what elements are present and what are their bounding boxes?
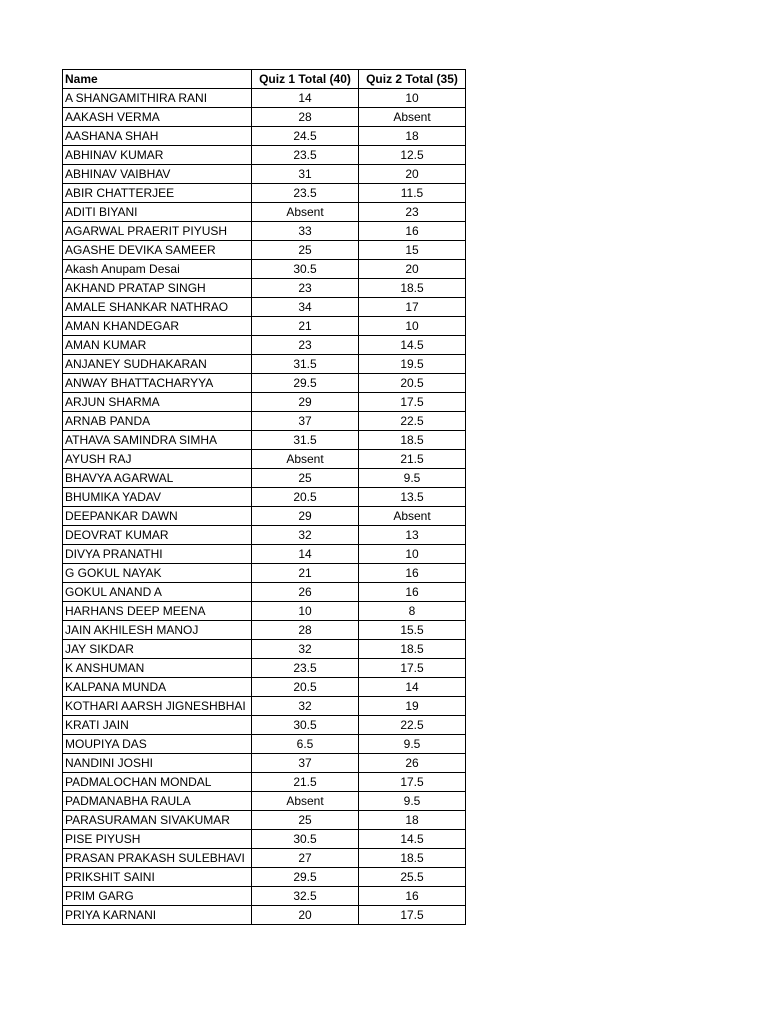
student-name-cell: GOKUL ANAND A xyxy=(63,583,252,602)
quiz1-score-cell: 30.5 xyxy=(252,260,359,279)
quiz1-score-cell: 37 xyxy=(252,754,359,773)
quiz2-score-cell: 18.5 xyxy=(359,431,466,450)
quiz2-score-cell: 22.5 xyxy=(359,412,466,431)
quiz1-score-cell: 31 xyxy=(252,165,359,184)
table-row xyxy=(63,317,466,336)
quiz1-score-cell: 28 xyxy=(252,108,359,127)
quiz2-score-cell: 15 xyxy=(359,241,466,260)
quiz2-score-cell: 19 xyxy=(359,697,466,716)
quiz2-score-cell: 13 xyxy=(359,526,466,545)
table-row xyxy=(63,298,466,317)
grades-table xyxy=(62,69,466,925)
student-name-cell: ANJANEY SUDHAKARAN xyxy=(63,355,252,374)
quiz2-score-cell: 12.5 xyxy=(359,146,466,165)
student-name-cell: AAKASH VERMA xyxy=(63,108,252,127)
table-row xyxy=(63,830,466,849)
quiz1-score-cell: 21 xyxy=(252,317,359,336)
quiz2-score-cell: 18 xyxy=(359,811,466,830)
student-name-cell: G GOKUL NAYAK xyxy=(63,564,252,583)
student-name-cell: PISE PIYUSH xyxy=(63,830,252,849)
quiz1-score-cell: 20 xyxy=(252,906,359,925)
table-row xyxy=(63,716,466,735)
quiz2-score-cell: 14.5 xyxy=(359,830,466,849)
quiz2-score-cell: 20 xyxy=(359,260,466,279)
quiz2-score-cell: 23 xyxy=(359,203,466,222)
quiz1-score-cell: 23 xyxy=(252,279,359,298)
student-name-cell: AMAN KHANDEGAR xyxy=(63,317,252,336)
student-name-cell: PADMALOCHAN MONDAL xyxy=(63,773,252,792)
table-row xyxy=(63,697,466,716)
quiz1-score-cell: 29.5 xyxy=(252,868,359,887)
quiz2-score-cell: 9.5 xyxy=(359,469,466,488)
quiz1-score-cell: 29.5 xyxy=(252,374,359,393)
quiz2-score-cell: 19.5 xyxy=(359,355,466,374)
quiz2-score-cell: 17.5 xyxy=(359,906,466,925)
student-name-cell: AGARWAL PRAERIT PIYUSH xyxy=(63,222,252,241)
student-name-cell: PRIKSHIT SAINI xyxy=(63,868,252,887)
header-row xyxy=(63,70,466,89)
quiz1-score-cell: 23 xyxy=(252,336,359,355)
student-name-cell: HARHANS DEEP MEENA xyxy=(63,602,252,621)
quiz1-score-cell: 27 xyxy=(252,849,359,868)
student-name-cell: NANDINI JOSHI xyxy=(63,754,252,773)
quiz1-score-cell: 25 xyxy=(252,469,359,488)
column-header-quiz1: Quiz 1 Total (40) xyxy=(252,70,359,89)
quiz2-score-cell: 25.5 xyxy=(359,868,466,887)
student-name-cell: AYUSH RAJ xyxy=(63,450,252,469)
table-row xyxy=(63,849,466,868)
quiz2-score-cell: 16 xyxy=(359,222,466,241)
table-row xyxy=(63,222,466,241)
table-row xyxy=(63,127,466,146)
table-row xyxy=(63,526,466,545)
quiz2-score-cell: 16 xyxy=(359,564,466,583)
table-row xyxy=(63,678,466,697)
quiz2-score-cell: 18.5 xyxy=(359,279,466,298)
student-name-cell: AGASHE DEVIKA SAMEER xyxy=(63,241,252,260)
table-row xyxy=(63,792,466,811)
quiz2-score-cell: 18.5 xyxy=(359,640,466,659)
quiz1-score-cell: 10 xyxy=(252,602,359,621)
table-row xyxy=(63,336,466,355)
quiz2-score-cell: 21.5 xyxy=(359,450,466,469)
quiz2-score-cell: 16 xyxy=(359,887,466,906)
student-name-cell: ABHINAV KUMAR xyxy=(63,146,252,165)
quiz2-score-cell: 10 xyxy=(359,89,466,108)
quiz1-score-cell: 21.5 xyxy=(252,773,359,792)
quiz1-score-cell: Absent xyxy=(252,203,359,222)
table-row xyxy=(63,146,466,165)
table-row xyxy=(63,906,466,925)
student-name-cell: PADMANABHA RAULA xyxy=(63,792,252,811)
quiz1-score-cell: 31.5 xyxy=(252,355,359,374)
table-row xyxy=(63,640,466,659)
table-row xyxy=(63,488,466,507)
quiz1-score-cell: 23.5 xyxy=(252,659,359,678)
quiz1-score-cell: 37 xyxy=(252,412,359,431)
student-name-cell: DEOVRAT KUMAR xyxy=(63,526,252,545)
column-header-name: Name xyxy=(63,70,252,89)
quiz2-score-cell: Absent xyxy=(359,108,466,127)
student-name-cell: ABIR CHATTERJEE xyxy=(63,184,252,203)
quiz2-score-cell: 16 xyxy=(359,583,466,602)
quiz2-score-cell: 17.5 xyxy=(359,659,466,678)
student-name-cell: DIVYA PRANATHI xyxy=(63,545,252,564)
student-name-cell: ATHAVA SAMINDRA SIMHA xyxy=(63,431,252,450)
quiz2-score-cell: 18.5 xyxy=(359,849,466,868)
student-name-cell: Akash Anupam Desai xyxy=(63,260,252,279)
table-row xyxy=(63,260,466,279)
quiz2-score-cell: 18 xyxy=(359,127,466,146)
table-row xyxy=(63,602,466,621)
quiz2-score-cell: 20.5 xyxy=(359,374,466,393)
quiz1-score-cell: 32 xyxy=(252,526,359,545)
table-row xyxy=(63,773,466,792)
quiz1-score-cell: 24.5 xyxy=(252,127,359,146)
table-row xyxy=(63,431,466,450)
table-row xyxy=(63,564,466,583)
quiz1-score-cell: 32.5 xyxy=(252,887,359,906)
student-name-cell: KOTHARI AARSH JIGNESHBHAI xyxy=(63,697,252,716)
student-name-cell: AASHANA SHAH xyxy=(63,127,252,146)
quiz1-score-cell: Absent xyxy=(252,792,359,811)
student-name-cell: ANWAY BHATTACHARYYA xyxy=(63,374,252,393)
quiz2-score-cell: 22.5 xyxy=(359,716,466,735)
quiz1-score-cell: 14 xyxy=(252,89,359,108)
quiz1-score-cell: 32 xyxy=(252,697,359,716)
student-name-cell: JAY SIKDAR xyxy=(63,640,252,659)
student-name-cell: PRASAN PRAKASH SULEBHAVI xyxy=(63,849,252,868)
table-row xyxy=(63,393,466,412)
student-name-cell: AMAN KUMAR xyxy=(63,336,252,355)
quiz1-score-cell: 23.5 xyxy=(252,184,359,203)
quiz1-score-cell: 25 xyxy=(252,241,359,260)
student-name-cell: AKHAND PRATAP SINGH xyxy=(63,279,252,298)
quiz2-score-cell: 17.5 xyxy=(359,393,466,412)
table-row xyxy=(63,165,466,184)
quiz1-score-cell: 34 xyxy=(252,298,359,317)
table-row xyxy=(63,545,466,564)
table-row xyxy=(63,108,466,127)
student-name-cell: BHAVYA AGARWAL xyxy=(63,469,252,488)
table-row xyxy=(63,507,466,526)
quiz2-score-cell: 17 xyxy=(359,298,466,317)
column-header-quiz2: Quiz 2 Total (35) xyxy=(359,70,466,89)
table-header xyxy=(63,70,466,89)
quiz2-score-cell: 8 xyxy=(359,602,466,621)
student-name-cell: ADITI BIYANI xyxy=(63,203,252,222)
quiz1-score-cell: 33 xyxy=(252,222,359,241)
quiz2-score-cell: 9.5 xyxy=(359,792,466,811)
table-row xyxy=(63,412,466,431)
table-row xyxy=(63,203,466,222)
student-name-cell: K ANSHUMAN xyxy=(63,659,252,678)
quiz2-score-cell: 26 xyxy=(359,754,466,773)
quiz2-score-cell: 14.5 xyxy=(359,336,466,355)
quiz2-score-cell: 17.5 xyxy=(359,773,466,792)
quiz1-score-cell: 30.5 xyxy=(252,716,359,735)
student-name-cell: PRIYA KARNANI xyxy=(63,906,252,925)
quiz2-score-cell: 15.5 xyxy=(359,621,466,640)
quiz2-score-cell: 10 xyxy=(359,317,466,336)
table-row xyxy=(63,583,466,602)
student-name-cell: JAIN AKHILESH MANOJ xyxy=(63,621,252,640)
quiz2-score-cell: 13.5 xyxy=(359,488,466,507)
quiz1-score-cell: 20.5 xyxy=(252,488,359,507)
student-name-cell: AMALE SHANKAR NATHRAO xyxy=(63,298,252,317)
table-row xyxy=(63,89,466,108)
student-name-cell: KRATI JAIN xyxy=(63,716,252,735)
table-row xyxy=(63,735,466,754)
quiz1-score-cell: 32 xyxy=(252,640,359,659)
table-row xyxy=(63,621,466,640)
table-row xyxy=(63,450,466,469)
table-body xyxy=(63,89,466,925)
quiz2-score-cell: 20 xyxy=(359,165,466,184)
student-name-cell: BHUMIKA YADAV xyxy=(63,488,252,507)
student-name-cell: ARJUN SHARMA xyxy=(63,393,252,412)
table-row xyxy=(63,754,466,773)
quiz1-score-cell: Absent xyxy=(252,450,359,469)
student-name-cell: PRIM GARG xyxy=(63,887,252,906)
student-name-cell: ARNAB PANDA xyxy=(63,412,252,431)
table-row xyxy=(63,241,466,260)
student-name-cell: KALPANA MUNDA xyxy=(63,678,252,697)
quiz1-score-cell: 28 xyxy=(252,621,359,640)
quiz1-score-cell: 6.5 xyxy=(252,735,359,754)
quiz1-score-cell: 25 xyxy=(252,811,359,830)
quiz1-score-cell: 14 xyxy=(252,545,359,564)
quiz2-score-cell: 10 xyxy=(359,545,466,564)
table-row xyxy=(63,887,466,906)
table-row xyxy=(63,374,466,393)
student-name-cell: ABHINAV VAIBHAV xyxy=(63,165,252,184)
table-row xyxy=(63,355,466,374)
quiz2-score-cell: 11.5 xyxy=(359,184,466,203)
quiz2-score-cell: 14 xyxy=(359,678,466,697)
quiz1-score-cell: 30.5 xyxy=(252,830,359,849)
quiz1-score-cell: 29 xyxy=(252,507,359,526)
student-name-cell: A SHANGAMITHIRA RANI xyxy=(63,89,252,108)
table-row xyxy=(63,811,466,830)
student-name-cell: MOUPIYA DAS xyxy=(63,735,252,754)
table-row xyxy=(63,659,466,678)
student-name-cell: DEEPANKAR DAWN xyxy=(63,507,252,526)
quiz1-score-cell: 21 xyxy=(252,564,359,583)
quiz1-score-cell: 29 xyxy=(252,393,359,412)
quiz1-score-cell: 20.5 xyxy=(252,678,359,697)
table-row xyxy=(63,469,466,488)
student-name-cell: PARASURAMAN SIVAKUMAR xyxy=(63,811,252,830)
quiz1-score-cell: 31.5 xyxy=(252,431,359,450)
table-row xyxy=(63,868,466,887)
quiz1-score-cell: 23.5 xyxy=(252,146,359,165)
table-row xyxy=(63,279,466,298)
quiz1-score-cell: 26 xyxy=(252,583,359,602)
table-row xyxy=(63,184,466,203)
quiz2-score-cell: Absent xyxy=(359,507,466,526)
quiz2-score-cell: 9.5 xyxy=(359,735,466,754)
